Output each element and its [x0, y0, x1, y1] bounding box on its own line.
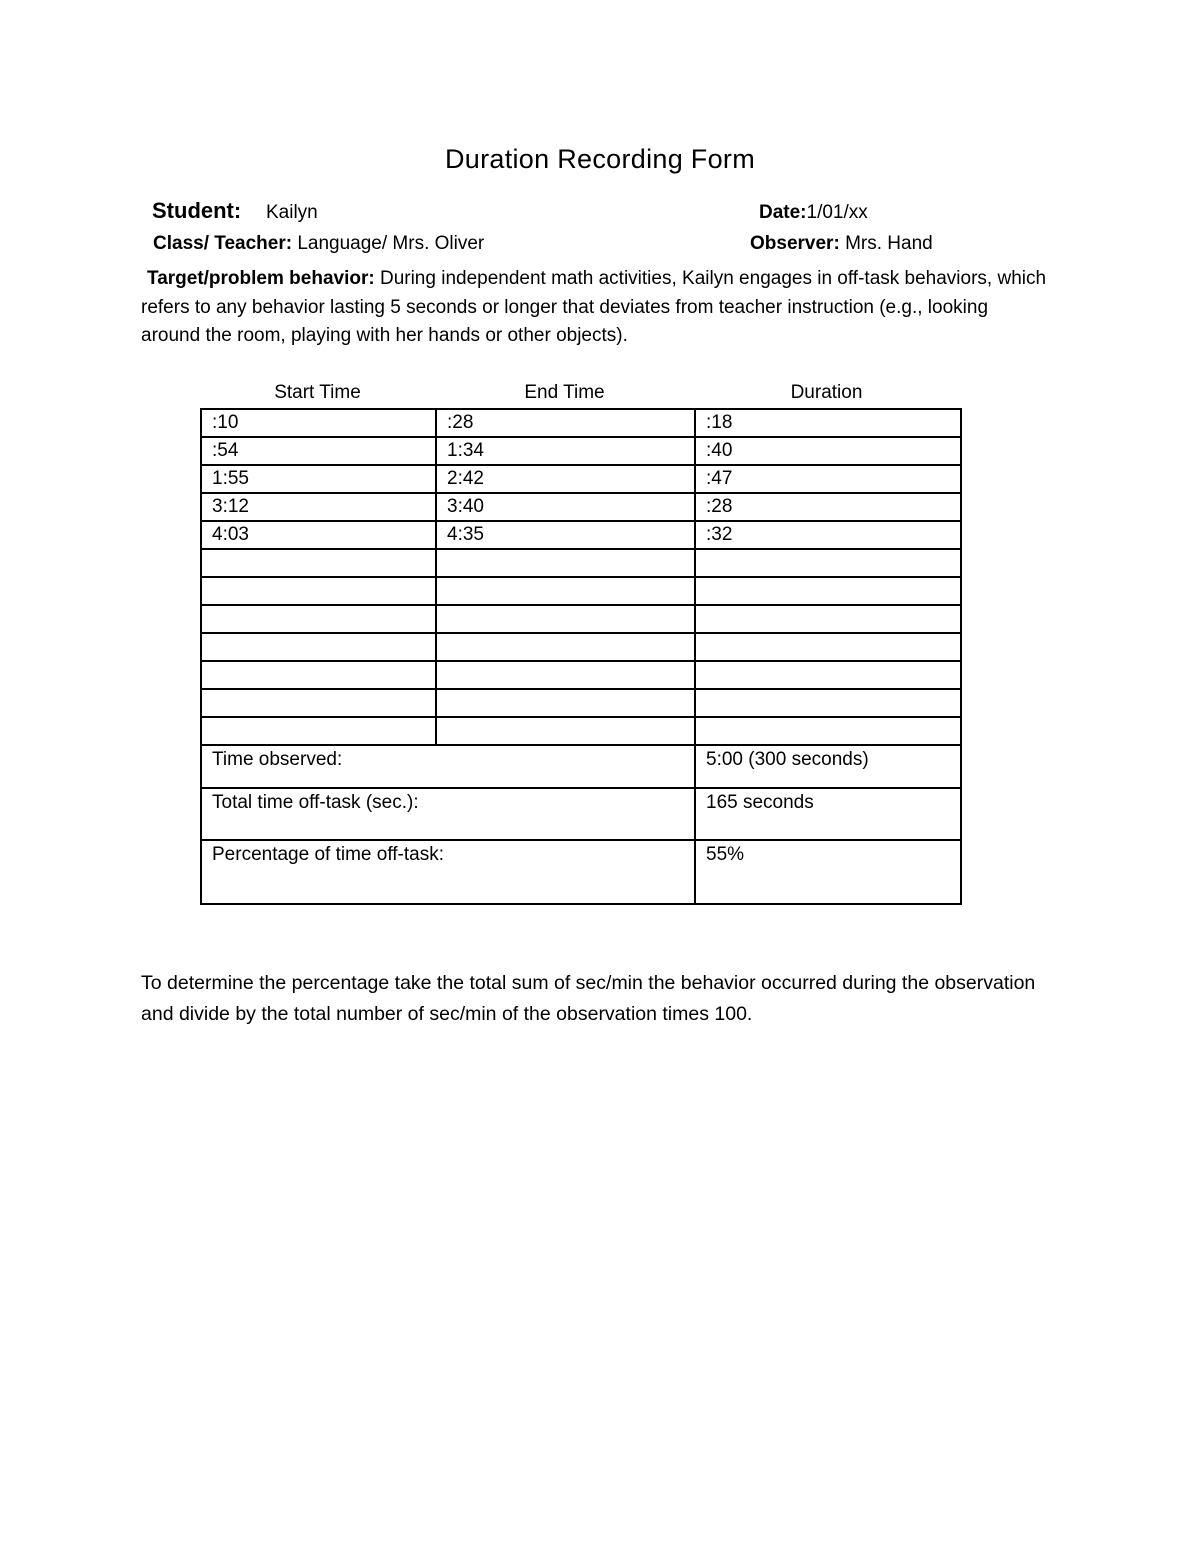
summary-label: Percentage of time off-task: — [201, 840, 695, 904]
observer-value: Mrs. Hand — [845, 233, 933, 254]
table-row — [201, 521, 961, 549]
end-time-cell — [436, 717, 695, 745]
start-time-cell: 3:12 — [201, 493, 436, 521]
start-time-cell — [201, 717, 436, 745]
target-behavior-label: Target/problem behavior: — [147, 268, 375, 289]
end-time-cell — [436, 605, 695, 633]
summary-label: Total time off-task (sec.): — [201, 788, 695, 840]
end-time-cell — [436, 633, 695, 661]
start-time-cell — [201, 577, 436, 605]
table-row — [201, 605, 961, 633]
duration-cell: :32 — [695, 521, 961, 549]
start-time-cell — [201, 661, 436, 689]
table-row — [201, 661, 961, 689]
student-value: Kailyn — [266, 202, 318, 223]
start-time-cell: 1:55 — [201, 465, 436, 493]
duration-cell — [695, 661, 961, 689]
summary-label: Time observed: — [201, 745, 695, 788]
duration-cell — [695, 549, 961, 577]
end-time-cell: 2:42 — [436, 465, 695, 493]
end-time-cell — [436, 549, 695, 577]
header-end-time: End Time — [524, 382, 605, 403]
end-time-cell — [436, 661, 695, 689]
end-time-cell — [436, 577, 695, 605]
duration-cell: :28 — [695, 493, 961, 521]
target-behavior-text: During independent math activities, Kailyn engages in off-task behaviors, which refers to any behavior lasting 5 seconds or longer that deviates from teacher instruction (e.g., looking around the room, playing with her hands or other objects). — [141, 268, 1047, 346]
start-time-cell — [201, 689, 436, 717]
summary-value: 5:00 (300 seconds) — [695, 745, 961, 788]
duration-cell — [695, 633, 961, 661]
table-row — [201, 437, 961, 465]
table-row — [201, 549, 961, 577]
end-time-cell — [436, 689, 695, 717]
end-time-cell: 3:40 — [436, 493, 695, 521]
date-label: Date: — [759, 202, 807, 223]
table-row — [201, 717, 961, 745]
duration-cell: :47 — [695, 465, 961, 493]
target-behavior — [141, 265, 1051, 351]
observer-label: Observer: — [750, 233, 840, 254]
end-time-cell: :28 — [436, 409, 695, 437]
table-row — [201, 577, 961, 605]
date-field — [759, 202, 868, 224]
duration-table — [200, 408, 962, 905]
table-row — [201, 633, 961, 661]
table-row — [201, 409, 961, 437]
instructions-text: To determine the percentage take the total sum of sec/min the behavior occurred during the observation and divide by the total number of sec/min of the observation times 100. — [141, 972, 1036, 1025]
table-row — [201, 465, 961, 493]
start-time-cell: :10 — [201, 409, 436, 437]
summary-value: 165 seconds — [695, 788, 961, 840]
table-row — [201, 689, 961, 717]
duration-cell — [695, 689, 961, 717]
duration-cell — [695, 577, 961, 605]
summary-row — [201, 788, 961, 840]
summary-row — [201, 840, 961, 904]
class-teacher-label: Class/ Teacher: — [153, 233, 293, 254]
header-start-time: Start Time — [274, 382, 361, 403]
duration-cell: :40 — [695, 437, 961, 465]
start-time-cell — [201, 549, 436, 577]
start-time-cell — [201, 633, 436, 661]
end-time-cell: 1:34 — [436, 437, 695, 465]
duration-cell — [695, 605, 961, 633]
class-teacher-value: Language/ Mrs. Oliver — [297, 233, 485, 254]
header-duration: Duration — [790, 382, 863, 403]
summary-value: 55% — [695, 840, 961, 904]
start-time-cell: 4:03 — [201, 521, 436, 549]
duration-cell: :18 — [695, 409, 961, 437]
start-time-cell: :54 — [201, 437, 436, 465]
summary-row — [201, 745, 961, 788]
class-teacher-field — [153, 233, 484, 255]
student-label: Student: — [152, 198, 242, 223]
table-row — [201, 493, 961, 521]
date-value: 1/01/xx — [806, 202, 868, 223]
end-time-cell: 4:35 — [436, 521, 695, 549]
start-time-cell — [201, 605, 436, 633]
page-title: Duration Recording Form — [444, 144, 756, 174]
duration-cell — [695, 717, 961, 745]
observer-field — [750, 233, 933, 255]
